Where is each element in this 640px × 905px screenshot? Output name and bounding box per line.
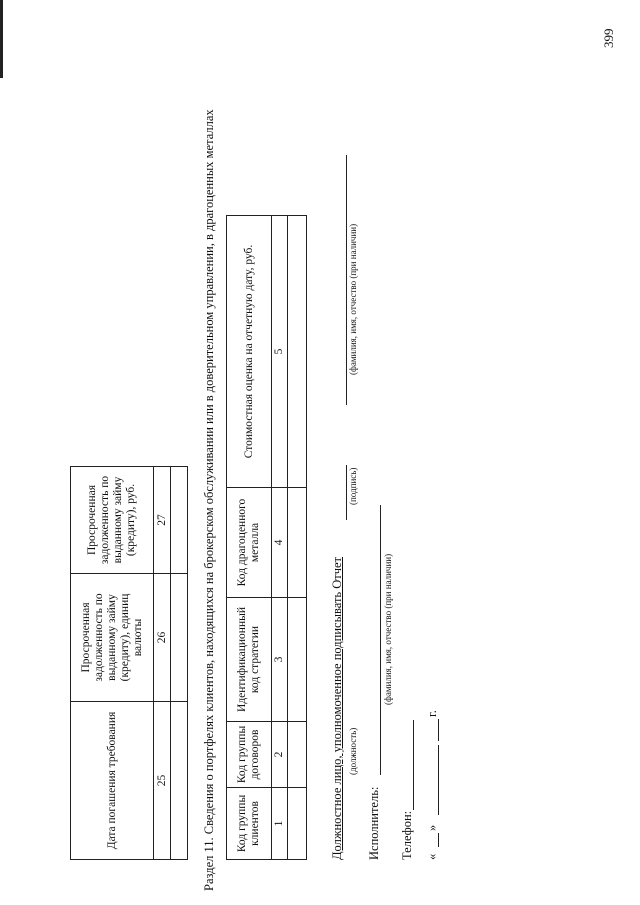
column-number-cell: 5 [272, 216, 288, 488]
column-number-cell: 26 [154, 574, 171, 702]
header-cell: Код драгоценного металла [227, 488, 272, 598]
name-caption: (фамилия, имя, отчество (при наличии) [348, 223, 358, 375]
empty-cell [288, 216, 307, 488]
empty-cell [288, 488, 307, 598]
column-number-cell: 27 [154, 467, 171, 574]
header-cell: Код группы клиентов [227, 788, 272, 860]
section-table [226, 215, 307, 860]
page-number: 399 [601, 28, 616, 48]
executor-label: Исполнитель: [367, 786, 381, 860]
empty-cell [288, 722, 307, 788]
year-line [438, 719, 439, 741]
phone-label: Телефон: [400, 810, 414, 860]
month-line [438, 745, 439, 815]
column-number-cell: 1 [272, 788, 288, 860]
date-close-quote: » [425, 824, 439, 831]
header-cell: Код группы договоров [227, 722, 272, 788]
header-cell: Просроченная задолженность по выданному займу (кредиту), единиц валюты [71, 574, 154, 702]
position-caption: (должность) [348, 727, 358, 775]
executor-name-caption: (фамилия, имя, отчество (при наличии) [383, 553, 393, 705]
empty-cell [288, 598, 307, 722]
date-open-quote: « [425, 853, 439, 860]
date-suffix: г. [425, 710, 439, 717]
name-line [346, 155, 347, 405]
header-cell: Просроченная задолженность по выданному займу (кредиту), руб. [71, 467, 154, 574]
day-line [438, 833, 439, 847]
executor-name-line [380, 505, 381, 775]
column-number-cell: 4 [272, 488, 288, 598]
empty-cell [288, 788, 307, 860]
header-cell: Идентификационный код стратегии [227, 598, 272, 722]
column-number-cell: 3 [272, 598, 288, 722]
phone-line [413, 720, 414, 810]
section-title: Раздел 11. Сведения о портфелях клиентов, находящихся на брокерском обслуживании или в доверительном управлении, в драгоценных металлах [202, 109, 216, 891]
empty-cell [171, 702, 188, 860]
official-label: Должностное лицо, уполномоченное подписывать Отчет [330, 556, 344, 860]
empty-cell [171, 574, 188, 702]
empty-cell [171, 467, 188, 574]
header-cell: Дата погашения требования [71, 702, 154, 860]
signature-caption: (подпись) [348, 467, 358, 505]
signature-line [346, 465, 347, 520]
column-number-cell: 2 [272, 722, 288, 788]
header-cell: Стоимостная оценка на отчетную дату, руб. [227, 216, 272, 488]
continuation-table [70, 466, 188, 860]
column-number-cell: 25 [154, 702, 171, 860]
